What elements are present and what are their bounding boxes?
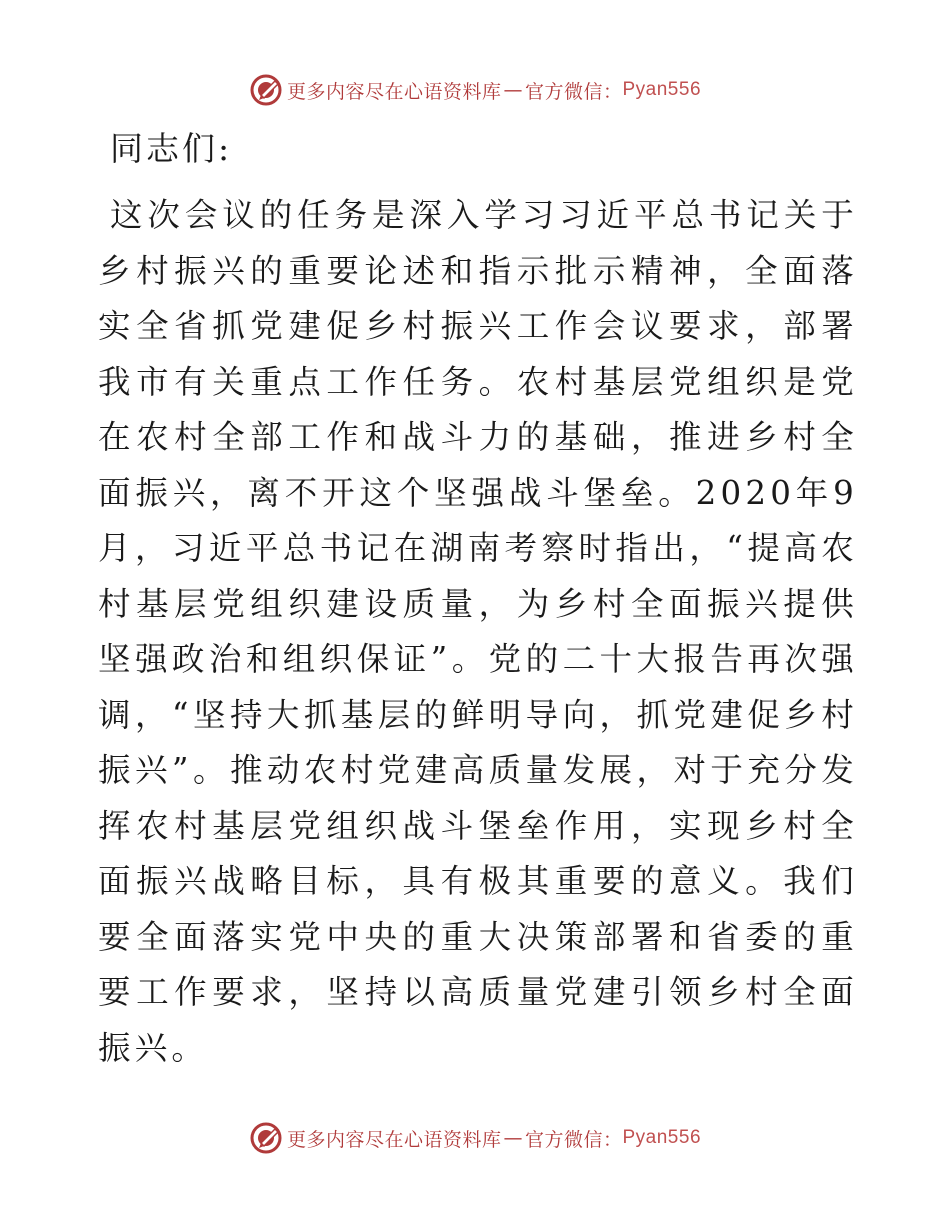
watermark-official-label: 官方微信： (524, 80, 623, 103)
watermark-wechat-id: Pyan556 (622, 1127, 702, 1148)
greeting: 同志们: (110, 129, 233, 168)
watermark-official-label: 官方微信： (524, 1128, 623, 1151)
pen-logo-icon (249, 1121, 283, 1155)
watermark-brand: 更多内容尽在心语资料库 (286, 1128, 502, 1151)
watermark-wechat-id: Pyan556 (622, 79, 702, 100)
body-paragraph: 这次会议的任务是深入学习习近平总书记关于乡村振兴的重要论述和指示批示精神，全面落实全省抓党建促乡村振兴工作会议要求，部署我市有关重点工作任务。农村基层党组织是党在农村全部工作和战斗力的基础，推进乡村全面振兴，离不开这个坚强战斗堡垒。2020年9月，习近平总书记在湖南考察时指出，“提高农村基层党组织建设质量，为乡村全面振兴提供坚强政治和组织保证”。党的二十大报告再次强调，“坚持大抓基层的鲜明导向，抓党建促乡村振兴”。推动农村党建高质量发展，对于充分发挥农村基层党组织战斗堡垒作用，实现乡村全面振兴战略目标，具有极其重要的意义。我们要全面落实党中央的重大决策部署和省委的重要工作要求，坚持以高质量党建引领乡村全面振兴。 (98, 196, 858, 1067)
watermark-separator: — (503, 1127, 523, 1149)
header-watermark (0, 70, 950, 110)
document-body (98, 118, 858, 1076)
pen-logo-icon (249, 73, 283, 107)
watermark-brand: 更多内容尽在心语资料库 (286, 80, 502, 103)
footer-watermark (0, 1118, 950, 1158)
watermark-separator: — (503, 79, 523, 101)
